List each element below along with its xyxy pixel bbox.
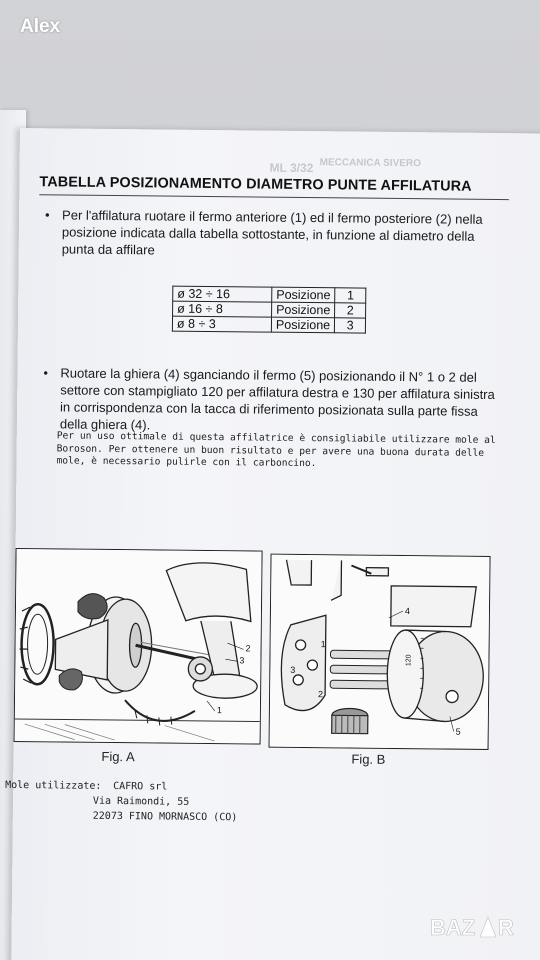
instruction-paragraph-1: Per l'affilatura ruotare il fermo anteriore (1) ed il fermo posteriore (2) nella posizione indicata dalla tabella sottostante, in funzione al diametro della punta da affilare [61,207,483,258]
title-underline [39,194,509,200]
callout-1: 1 [216,705,222,716]
position-cell: 1 [335,288,366,303]
table-row [172,316,365,333]
instruction-paragraph-2: Ruotare la ghiera (4) sganciando il fermo (5) posizionando il N° 1 o 2 del settore con stampigliato 120 per affilatura destra e 130 per affilatura sinistra in corrispondenza con la tacca di riferimento posizionata sulla parte fissa della ghiera (4). [59,365,495,433]
footer-label: Mole utilizzate: [5,779,102,792]
bullet-dot-2: • [43,365,49,381]
callout-3: 3 [290,664,296,675]
table-row [173,286,366,303]
figure-a-caption: Fig. A [101,748,135,765]
scale-label: 120 [405,654,413,667]
figure-b-caption: Fig. B [351,751,386,767]
manual-page [5,128,540,960]
diameter-cell: ø 16 ÷ 8 [173,301,272,317]
page-title: TABELLA POSIZIONAMENTO DIAMETRO PUNTE AFFILATURA [39,174,472,195]
bazar-logo [428,909,528,948]
footer-address: Via Raimondi, 55 [92,795,190,808]
callout-5: 5 [455,726,461,737]
callout-2: 2 [318,689,324,700]
label-cell: Posizione [272,302,335,318]
figure-b [269,554,491,750]
diameter-cell: ø 32 ÷ 16 [173,286,272,302]
bleed-through-text-2: ML 3/32 [269,160,314,176]
label-cell: Posizione [271,317,334,333]
svg-text:BAZ: BAZ [430,915,476,940]
callout-1: 1 [320,639,326,650]
bullet-dot-1: • [45,207,50,223]
figure-a-drawing [15,549,262,744]
position-cell: 3 [335,318,366,333]
username-overlay: Alex [20,16,61,37]
position-cell: 2 [335,303,366,318]
callout-4: 4 [404,606,411,617]
callout-3: 3 [239,655,245,666]
diameter-cell: ø 8 ÷ 3 [172,316,271,332]
footer-city: 22073 FINO MORNASCO (CO) [92,810,238,824]
usage-note: Per un uso ottimale di questa affilatrice è consigliabile utilizzare mole al Boroson. Per ottenere un buon risultato e per avere una buona durata delle mole, è necessario pulirle con il carboncino. [56,430,496,470]
callout-2: 2 [245,643,251,654]
figure-a [14,548,263,745]
table-row [173,301,366,318]
svg-text:R: R [498,915,514,940]
figure-b-drawing [270,555,490,749]
position-table [172,286,367,334]
bleed-through-text-1: MECCANICA SIVERO [319,157,422,170]
footer-company: CAFRO srl [113,781,168,793]
label-cell: Posizione [272,287,335,303]
